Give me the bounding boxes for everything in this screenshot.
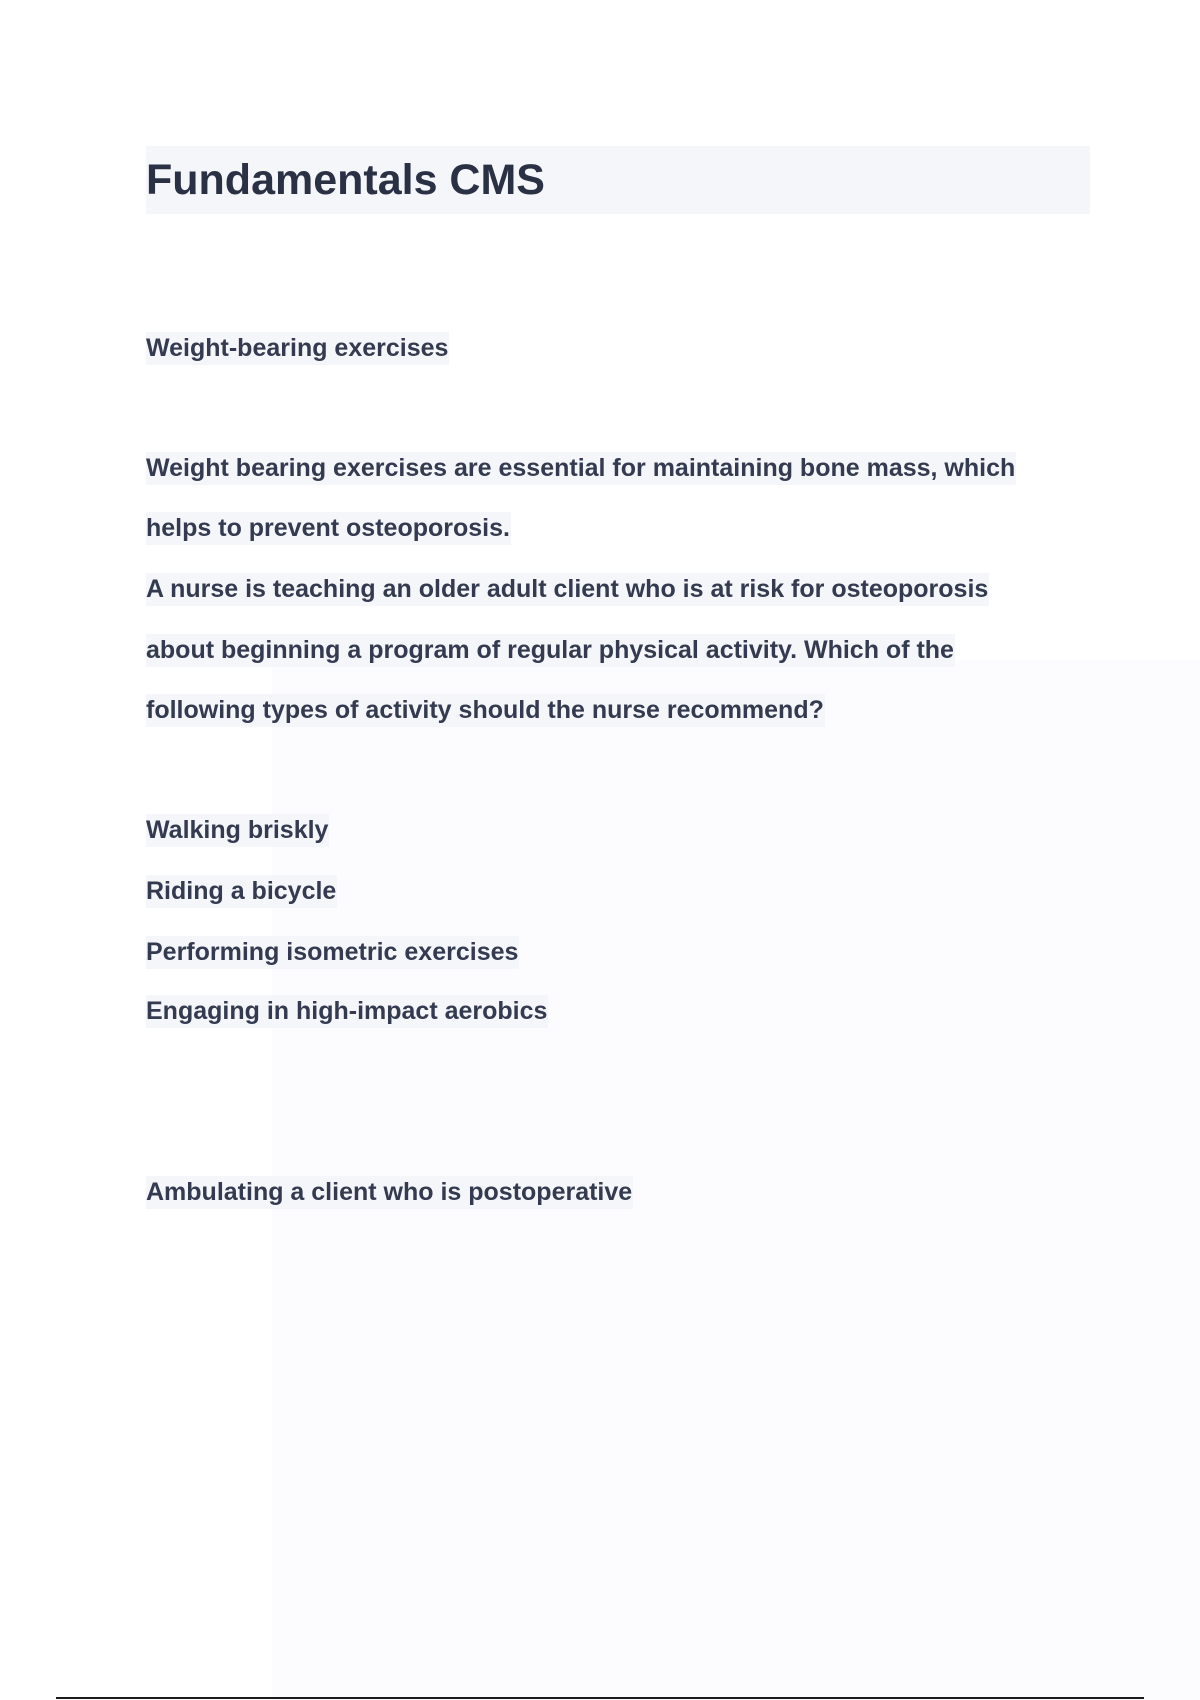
option-text: Engaging in high-impact aerobics (146, 995, 548, 1028)
document-title: Fundamentals CMS (146, 156, 545, 204)
option-text: Walking briskly (146, 814, 329, 847)
question-line (146, 572, 989, 606)
rationale-line (146, 511, 511, 545)
question-line (146, 693, 825, 727)
answer-option (146, 874, 337, 908)
question-line (146, 633, 955, 667)
rationale-line (146, 451, 1016, 485)
section-term (146, 331, 449, 365)
footer-rule (56, 1697, 1144, 1699)
term-text: Weight-bearing exercises (146, 332, 449, 365)
section-term (146, 1175, 633, 1209)
option-text: Performing isometric exercises (146, 936, 519, 969)
option-text: Riding a bicycle (146, 875, 337, 908)
term-text: Ambulating a client who is postoperative (146, 1176, 633, 1209)
rationale-text: Weight bearing exercises are essential for maintaining bone mass, which (146, 452, 1016, 485)
question-text: about beginning a program of regular physical activity. Which of the (146, 634, 955, 667)
question-text: following types of activity should the nurse recommend? (146, 694, 825, 727)
answer-option (146, 935, 519, 969)
question-text: A nurse is teaching an older adult client who is at risk for osteoporosis (146, 573, 989, 606)
answer-option (146, 994, 548, 1028)
rationale-text: helps to prevent osteoporosis. (146, 512, 511, 545)
answer-option (146, 813, 329, 847)
